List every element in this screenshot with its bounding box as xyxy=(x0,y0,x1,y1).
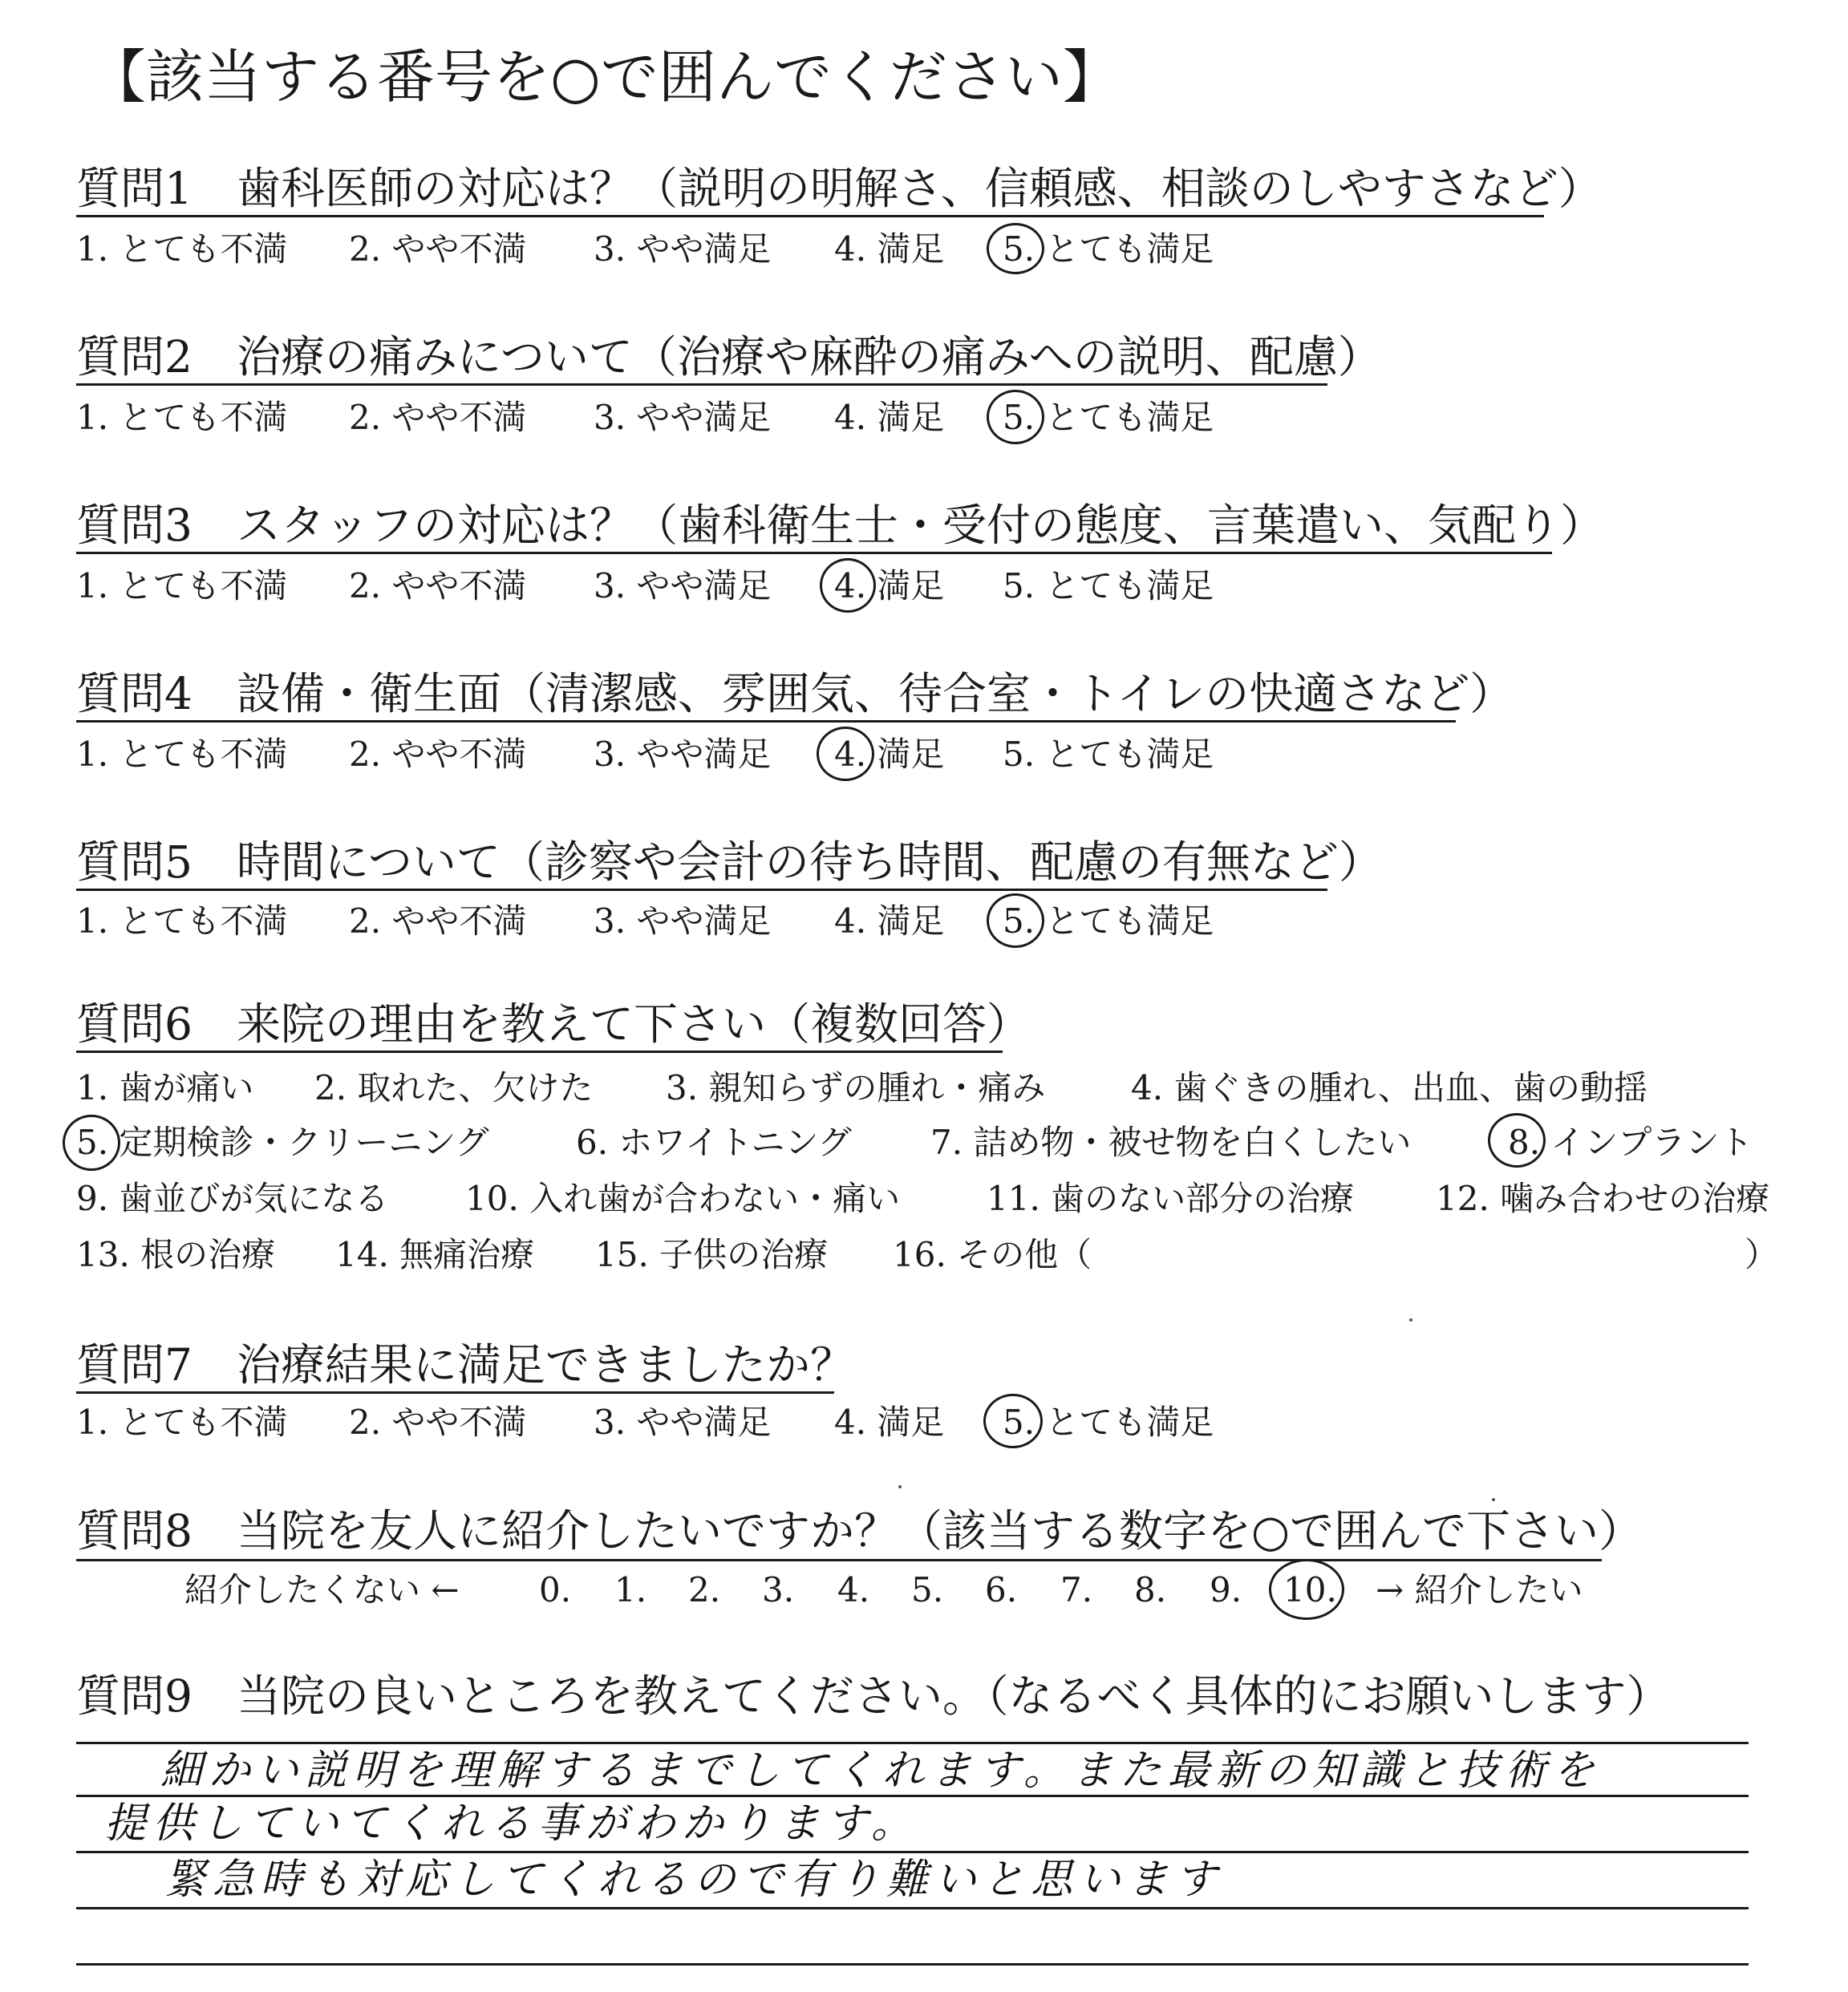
q8-selection-circle xyxy=(1269,1559,1344,1620)
q5-option-4[interactable]: 4. 満足 xyxy=(834,901,945,941)
q6-option-8[interactable]: 8. インプラント xyxy=(1508,1123,1753,1162)
question-1-underline xyxy=(76,215,1544,217)
q5-option-3[interactable]: 3. やや満足 xyxy=(594,901,772,941)
scan-speck xyxy=(898,1485,902,1488)
q3-selection-circle xyxy=(820,558,876,613)
q8-scale-5[interactable]: 5. xyxy=(911,1570,944,1609)
instruction-heading: 【該当する番号を○で囲んでください】 xyxy=(88,43,1121,111)
q3-option-4[interactable]: 4. 満足 xyxy=(834,566,945,605)
q7-option-3[interactable]: 3. やや満足 xyxy=(594,1403,772,1442)
answer-line-2 xyxy=(76,1795,1749,1797)
q8-scale-1[interactable]: 1. xyxy=(614,1570,647,1609)
question-5-title: 質問5 時間について（診察や会計の待ち時間、配慮の有無など） xyxy=(76,836,1383,888)
question-4-underline xyxy=(76,720,1456,723)
q2-option-3[interactable]: 3. やや満足 xyxy=(594,398,772,437)
q6-option-12[interactable]: 12. 噛み合わせの治療 xyxy=(1436,1179,1770,1218)
scan-speck xyxy=(1492,1498,1495,1501)
question-8-title: 質問8 当院を友人に紹介したいですか？（該当する数字を○で囲んで下さい） xyxy=(76,1505,1643,1557)
q4-option-3[interactable]: 3. やや満足 xyxy=(594,735,772,774)
question-5-underline xyxy=(76,889,1327,891)
question-1-title: 質問1 歯科医師の対応は？（説明の明解さ、信頼感、相談のしやすさなど） xyxy=(76,163,1603,214)
handwritten-answer-line-3: 緊急時も対応してくれるので有り難いと思います xyxy=(164,1856,1224,1904)
q1-selection-circle xyxy=(987,223,1044,274)
q8-scale-3[interactable]: 3. xyxy=(762,1570,795,1609)
q6-option-4[interactable]: 4. 歯ぐきの腫れ、出血、歯の動揺 xyxy=(1131,1068,1647,1107)
q7-option-1[interactable]: 1. とても不満 xyxy=(76,1403,288,1442)
q6-option-11[interactable]: 11. 歯のない部分の治療 xyxy=(987,1179,1355,1218)
q8-scale-2[interactable]: 2. xyxy=(688,1570,721,1609)
handwritten-answer-line-1: 細かい説明を理解するまでしてくれます。また最新の知識と技術を xyxy=(160,1747,1601,1795)
q4-option-1[interactable]: 1. とても不満 xyxy=(76,735,288,774)
q6-option-7[interactable]: 7. 詰め物・被せ物を白くしたい xyxy=(930,1123,1412,1162)
question-9-title: 質問9 当院の良いところを教えてください。（なるべく具体的にお願いします） xyxy=(76,1670,1671,1722)
question-2-title: 質問2 治療の痛みについて（治療や麻酔の痛みへの説明、配慮） xyxy=(76,331,1382,383)
q6-option-6[interactable]: 6. ホワイトニング xyxy=(576,1123,852,1162)
q4-selection-circle xyxy=(817,727,874,781)
answer-line-3 xyxy=(76,1851,1749,1853)
q4-option-2[interactable]: 2. やや不満 xyxy=(349,735,527,774)
q2-selection-circle xyxy=(987,390,1044,444)
q5-option-2[interactable]: 2. やや不満 xyxy=(349,901,527,941)
q7-option-2[interactable]: 2. やや不満 xyxy=(349,1403,527,1442)
handwritten-answer-line-2: 提供していてくれる事がわかります。 xyxy=(104,1800,919,1848)
q3-option-5[interactable]: 5. とても満足 xyxy=(1003,566,1214,605)
q7-option-5[interactable]: 5. とても満足 xyxy=(1003,1403,1214,1442)
answer-line-4 xyxy=(76,1907,1749,1909)
q6-option-5[interactable]: 5. 定期検診・クリーニング xyxy=(76,1123,489,1162)
q6-option-1[interactable]: 1. 歯が痛い xyxy=(76,1068,254,1107)
q6-option-15[interactable]: 15. 子供の治療 xyxy=(595,1235,829,1274)
question-6-underline xyxy=(76,1051,1003,1053)
q7-selection-circle xyxy=(983,1394,1043,1448)
q1-option-2[interactable]: 2. やや不満 xyxy=(349,229,527,269)
q6-selection-circle-8 xyxy=(1488,1113,1546,1168)
q4-option-5[interactable]: 5. とても満足 xyxy=(1003,735,1214,774)
question-7-title: 質問7 治療結果に満足できましたか？ xyxy=(76,1339,854,1391)
question-6-title: 質問6 来院の理由を教えて下さい（複数回答） xyxy=(76,998,1031,1050)
question-2-underline xyxy=(76,383,1327,386)
q8-right-label: → 紹介したい xyxy=(1376,1570,1583,1609)
q3-option-3[interactable]: 3. やや満足 xyxy=(594,566,772,605)
question-3-underline xyxy=(76,552,1552,554)
q6-option-9[interactable]: 9. 歯並びが気になる xyxy=(76,1179,389,1218)
q2-option-5[interactable]: 5. とても満足 xyxy=(1003,398,1214,437)
q6-option-10[interactable]: 10. 入れ歯が合わない・痛い xyxy=(465,1179,901,1218)
q6-option-13[interactable]: 13. 根の治療 xyxy=(76,1235,276,1274)
question-7-underline xyxy=(76,1391,834,1394)
q6-option-16-close: ） xyxy=(1745,1235,1779,1274)
q8-scale-9[interactable]: 9. xyxy=(1210,1570,1242,1609)
answer-line-5 xyxy=(76,1963,1749,1966)
question-3-title: 質問3 スタッフの対応は？（歯科衛生士・受付の態度、言葉遣い、気配り） xyxy=(76,500,1604,551)
q8-scale-10[interactable]: 10. xyxy=(1283,1570,1337,1609)
q8-scale-7[interactable]: 7. xyxy=(1060,1570,1093,1609)
q8-scale-6[interactable]: 6. xyxy=(985,1570,1018,1609)
q8-scale-0[interactable]: 0. xyxy=(539,1570,572,1609)
q5-option-1[interactable]: 1. とても不満 xyxy=(76,901,288,941)
q4-option-4[interactable]: 4. 満足 xyxy=(834,735,945,774)
question-4-title: 質問4 設備・衛生面（清潔感、雰囲気、待合室・トイレの快適さなど） xyxy=(76,668,1514,719)
q6-selection-circle-5 xyxy=(63,1115,120,1171)
q8-scale-8[interactable]: 8. xyxy=(1134,1570,1167,1609)
q5-option-5[interactable]: 5. とても満足 xyxy=(1003,901,1214,941)
scan-speck xyxy=(1409,1318,1412,1322)
answer-line-1 xyxy=(76,1742,1749,1744)
q2-option-2[interactable]: 2. やや不満 xyxy=(349,398,527,437)
q7-option-4[interactable]: 4. 満足 xyxy=(834,1403,945,1442)
q6-option-16[interactable]: 16. その他（ xyxy=(893,1235,1092,1274)
q6-option-3[interactable]: 3. 親知らずの腫れ・痛み xyxy=(666,1068,1046,1107)
q6-option-2[interactable]: 2. 取れた、欠けた xyxy=(314,1068,594,1107)
q8-left-label: 紹介したくない ← xyxy=(184,1570,460,1609)
q3-option-2[interactable]: 2. やや不満 xyxy=(349,566,527,605)
question-8-underline xyxy=(76,1559,1602,1561)
q6-option-14[interactable]: 14. 無痛治療 xyxy=(335,1235,535,1274)
q2-option-4[interactable]: 4. 満足 xyxy=(834,398,945,437)
q2-option-1[interactable]: 1. とても不満 xyxy=(76,398,288,437)
q1-option-3[interactable]: 3. やや満足 xyxy=(594,229,772,269)
q1-option-1[interactable]: 1. とても不満 xyxy=(76,229,288,269)
q5-selection-circle xyxy=(987,893,1044,948)
q1-option-5[interactable]: 5. とても満足 xyxy=(1003,229,1214,269)
q1-option-4[interactable]: 4. 満足 xyxy=(834,229,945,269)
q3-option-1[interactable]: 1. とても不満 xyxy=(76,566,288,605)
q8-scale-4[interactable]: 4. xyxy=(837,1570,870,1609)
